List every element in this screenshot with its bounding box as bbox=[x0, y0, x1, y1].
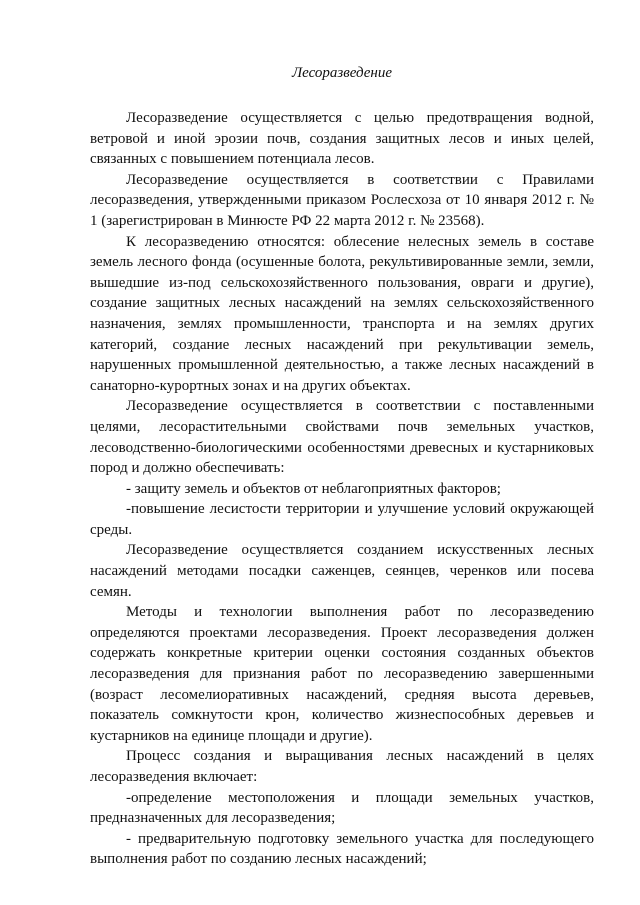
paragraph-process: Процесс создания и выращивания лесных насаждений в целях лесоразведения включает: bbox=[90, 748, 594, 785]
list-item-forest-cover: -повышение лесистости территории и улучшение условий окружающей среды. bbox=[90, 501, 594, 538]
paragraph-requirements: Лесоразведение осуществляется в соответствии с поставленными целями, лесорастительными свойствами почв земельных участков, лесоводственно-биологическими особенностями древесных и кустарниковых пород и должно обеспечивать: bbox=[90, 398, 594, 477]
paragraph-projects: Методы и технологии выполнения работ по лесоразведению определяются проектами лесоразведения. Проект лесоразведения должен содержать конкретные критерии оценки состояния созданных объектов лесоразведения для признания работ по лесоразведению завершенными (возраст лесомелиоративных насаждений, средняя высота деревьев, показатель сомкнутости крон, количество жизнеспособных деревьев и кустарников на единице площади и другие). bbox=[90, 604, 594, 744]
document-title: Лесоразведение bbox=[291, 65, 393, 81]
paragraph-rules: Лесоразведение осуществляется в соответствии с Правилами лесоразведения, утвержденными приказом Рослесхоза от 10 января 2012 г. № 1 (зарегистрирован в Минюсте РФ 22 марта 2012 г. № 23568). bbox=[90, 171, 594, 229]
list-item-preparation: - предварительную подготовку земельного участка для последующего выполнения работ по созданию лесных насаждений; bbox=[90, 830, 594, 868]
document-body bbox=[90, 108, 594, 870]
list-item-location: -определение местоположения и площади земельных участков, предназначенных для лесоразведения; bbox=[90, 789, 594, 827]
paragraph-purpose: Лесоразведение осуществляется с целью предотвращения водной, ветровой и иной эрозии почв, создания защитных лесов и иных целей, связанных с повышением потенциала лесов. bbox=[90, 110, 594, 168]
paragraph-scope: К лесоразведению относятся: облесение нелесных земель в составе земель лесного фонда (осушенные болота, рекультивированные земли, земли, вышедшие из-под сельскохозяйственного пользования, овраги и другие), создание защитных лесных насаждений на землях сельскохозяйственного назначения, землях промышленности, транспорта и на землях других категорий, создание лесных насаждений при рекультивации земель, нарушенных промышленной деятельностью, а также лесных насаждений в санаторно-курортных зонах и на других объектах. bbox=[90, 233, 594, 394]
list-item-protection: - защиту земель и объектов от неблагоприятных факторов; bbox=[126, 480, 501, 497]
paragraph-methods-creation: Лесоразведение осуществляется созданием искусственных лесных насаждений методами посадки саженцев, сеянцев, черенков или посева семян. bbox=[90, 542, 594, 600]
